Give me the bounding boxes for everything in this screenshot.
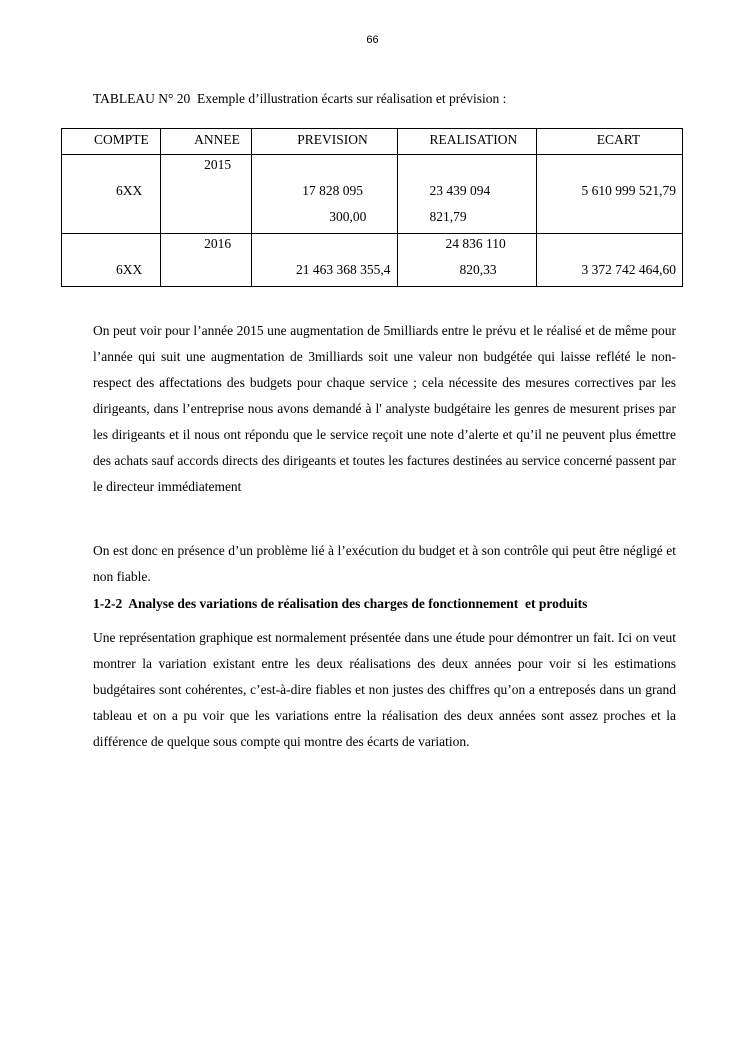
cell-annee — [161, 155, 252, 234]
section-heading: 1-2-2 Analyse des variations de réalisation des charges de fonctionnement et produits — [93, 596, 588, 611]
cell-prevision — [252, 234, 397, 287]
compte-value: 6XX — [116, 262, 143, 277]
body-paragraph: Une représentation graphique est normalement présentée dans une étude pour démontrer un fait. Ici on veut montrer la variation existant entre les deux réalisations des deux années pour voir si les estimations budgétaires sont cohérentes, c’est-à-dire fiables et non justes des chiffres qu’on a entreposés dans un grand tableau et on a pu voir que les variations entre la réalisation des deux années sont assez proches et la différence de quelque sous compte qui montre des écarts de variation. — [93, 630, 676, 749]
realisation-value-line1: 24 836 110 — [445, 236, 506, 251]
page-number: 66 — [366, 34, 379, 46]
table-row — [62, 234, 683, 287]
ecart-value: 5 610 999 521,79 — [581, 183, 676, 198]
ecart-table — [61, 128, 683, 287]
realisation-value-line1: 23 439 094 — [429, 183, 491, 198]
cell-ecart — [536, 234, 682, 287]
cell-ecart — [536, 155, 682, 234]
realisation-value-line2: 820,33 — [459, 262, 497, 277]
prevision-value-line1: 17 828 095 — [302, 183, 364, 198]
body-paragraph: On est donc en présence d’un problème lié à l’exécution du budget et à son contrôle qui peut être négligé et non fiable. — [93, 543, 676, 584]
body-paragraph: On peut voir pour l’année 2015 une augmentation de 5milliards entre le prévu et le réalisé et de même pour l’année qui suit une augmentation de 3milliards soit une valeur non budgétée qui laisse reflété le non-respect des affectations des budgets pour chaque service ; cela nécessite des mesures correctives par les dirigeants, dans l’entreprise nous avons demandé à l' analyste budgétaire les genres de mesurent prises par les dirigeants et il nous ont répondu que le service reçoit une note d’alerte et qu’il ne peuvent plus émettre des achats sauf accords directs des dirigeants et toutes les factures destinées au service concerné passent par le directeur immédiatement — [93, 323, 676, 494]
header-realisation: REALISATION — [397, 129, 536, 155]
cell-prevision — [252, 155, 397, 234]
cell-annee — [161, 234, 252, 287]
table-header-row — [62, 129, 683, 155]
realisation-value-line2: 821,79 — [429, 209, 467, 224]
table-row — [62, 155, 683, 234]
ecart-value: 3 372 742 464,60 — [581, 262, 676, 277]
table-caption: TABLEAU N° 20 Exemple d’illustration écarts sur réalisation et prévision : — [93, 91, 507, 106]
cell-compte — [62, 234, 161, 287]
cell-compte — [62, 155, 161, 234]
annee-value: 2016 — [204, 236, 232, 251]
cell-realisation — [397, 155, 536, 234]
header-compte: COMPTE — [62, 129, 161, 155]
compte-value: 6XX — [116, 183, 143, 198]
annee-value: 2015 — [204, 157, 232, 172]
prevision-value-line2: 300,00 — [329, 209, 367, 224]
header-prevision: PREVISION — [252, 129, 397, 155]
header-ecart: ECART — [536, 129, 682, 155]
cell-realisation — [397, 234, 536, 287]
header-annee: ANNEE — [161, 129, 252, 155]
prevision-value: 21 463 368 355,4 — [296, 262, 391, 277]
